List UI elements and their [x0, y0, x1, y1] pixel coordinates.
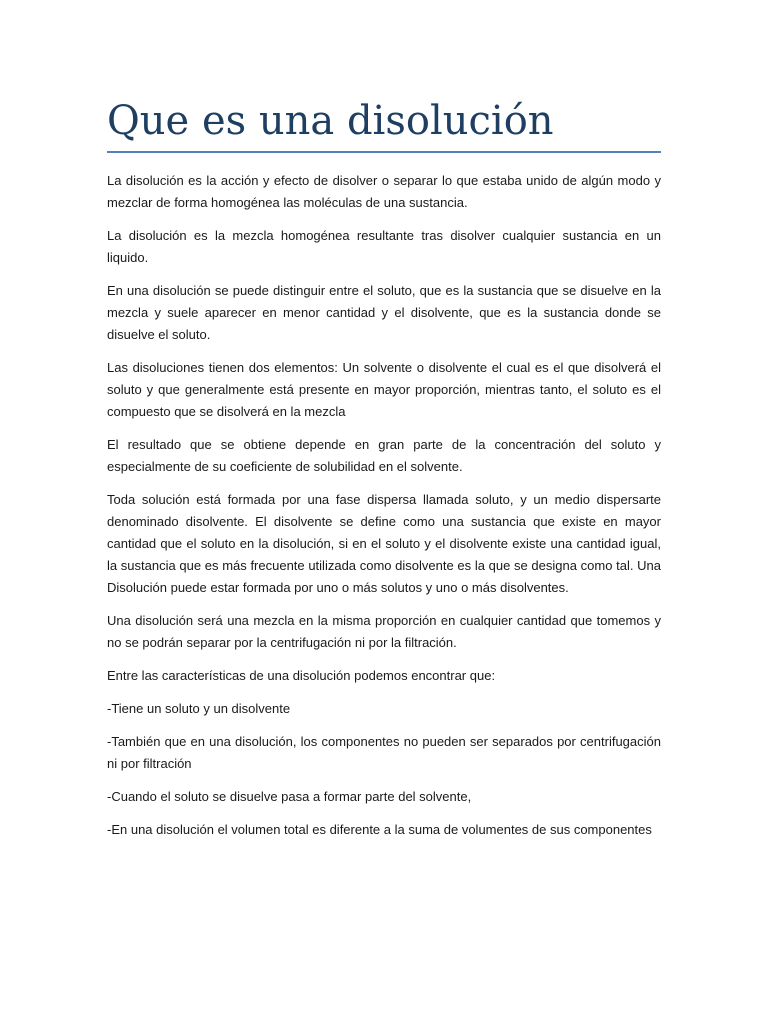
paragraph-two-elements: Las disoluciones tienen dos elementos: Un solvente o disolvente el cual es el que disolverá el soluto y que generalmente está presente en mayor proporción, mientras tanto, el soluto es el compuesto que se disolverá en la mezcla: [107, 360, 661, 419]
paragraph-solute-solvent: En una disolución se puede distinguir entre el soluto, que es la sustancia que se disuelve en la mezcla y suele aparecer en menor cantidad y el disolvente, que es la sustancia donde se disuelve el soluto.: [107, 283, 661, 342]
page-title: Que es una disolución: [107, 98, 554, 144]
paragraph-homogeneous-mixture: La disolución es la mezcla homogénea resultante tras disolver cualquier sustancia en un liquido.: [107, 228, 661, 265]
paragraph-composition: Toda solución está formada por una fase dispersa llamada soluto, y un medio dispersarte denominado disolvente. El disolvente se define como una sustancia que existe en mayor cantidad que el soluto en la disolución, si en el soluto y el disolvente existe una cantidad igual, la sustancia que es más frecuente utilizada como disolvente es la que se designa como tal. Una Disolución puede estar formada por uno o más solutos y uno o más disolventes.: [107, 492, 661, 595]
paragraph-separation: Una disolución será una mezcla en la misma proporción en cualquier cantidad que tomemos y no se podrán separar por la centrifugación ni por la filtración.: [107, 613, 661, 650]
list-item-dissolves: -Cuando el soluto se disuelve pasa a formar parte del solvente,: [107, 789, 472, 804]
list-item-solute-solvent: -Tiene un soluto y un disolvente: [107, 701, 291, 716]
list-item-not-separable: -También que en una disolución, los componentes no pueden ser separados por centrifugación ni por filtración: [107, 734, 661, 771]
paragraph-result: El resultado que se obtiene depende en gran parte de la concentración del soluto y especialmente de su coeficiente de solubilidad en el solvente.: [107, 437, 661, 474]
title-underline-rule: [107, 151, 661, 153]
document-body: [107, 170, 661, 852]
paragraph-characteristics-intro: Entre las características de una disolución podemos encontrar que:: [107, 668, 496, 683]
paragraph-definition: La disolución es la acción y efecto de disolver o separar lo que estaba unido de algún modo y mezclar de forma homogénea las moléculas de una sustancia.: [107, 173, 661, 210]
list-item-volume: -En una disolución el volumen total es diferente a la suma de volumentes de sus componentes: [107, 822, 652, 837]
